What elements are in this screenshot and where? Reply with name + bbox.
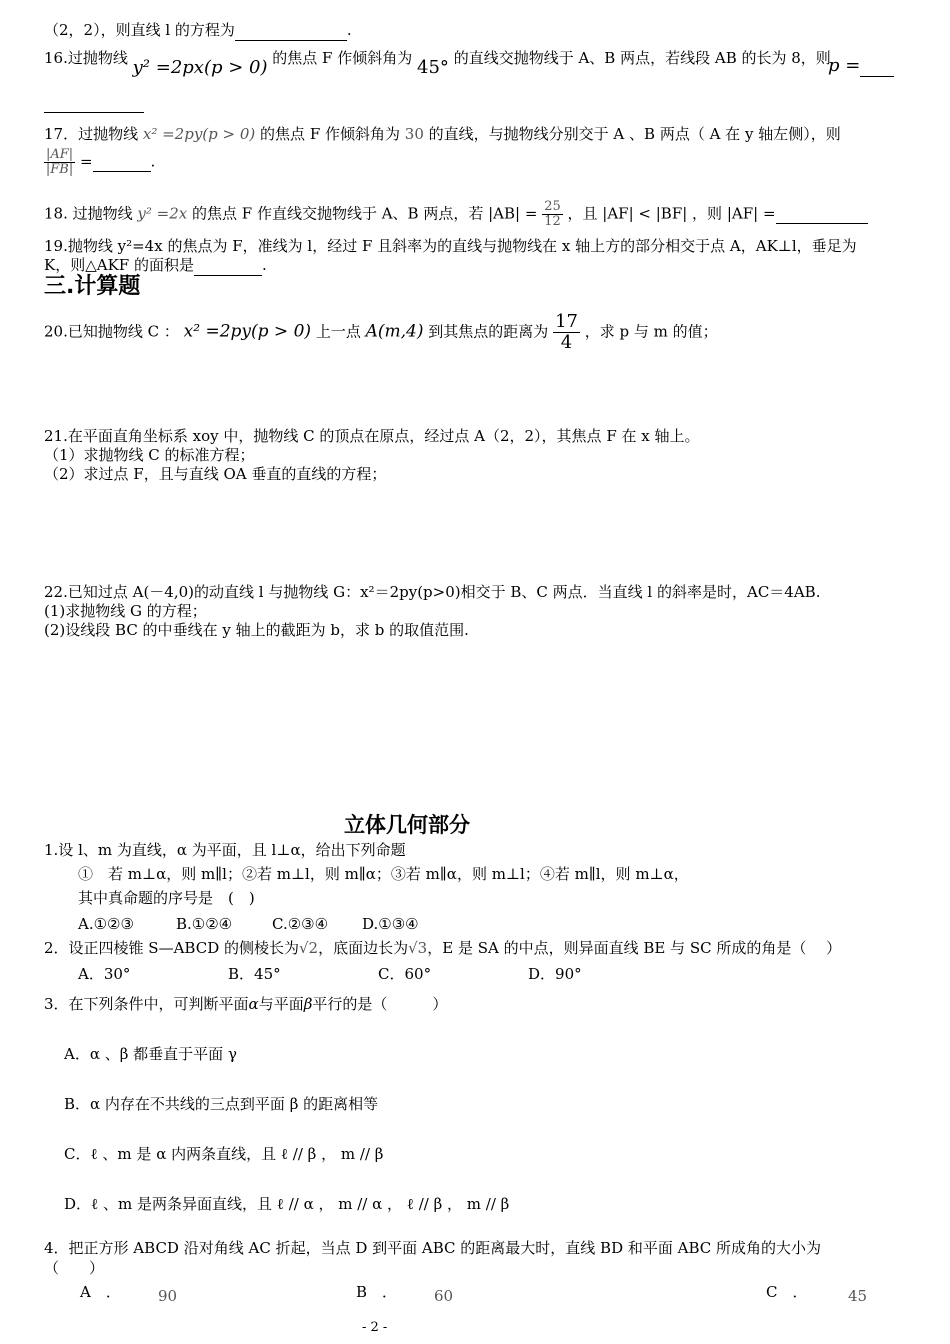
geometry-q3-option-a: A．α 、β 都垂直于平面 γ	[64, 1045, 237, 1063]
fraction-25-12: $\frac{25}{12}$	[544, 199, 561, 229]
geometry-q4-value-b: 60	[434, 1287, 454, 1305]
question-21: 21.在平面直角坐标系 xoy 中，抛物线 C 的顶点在原点，经过点 A（2，2），其焦点 F 在 x 轴上。	[44, 427, 700, 445]
question-19: 19.抛物线 y²=4x 的焦点为 F，准线为 l，经过 F 且斜率为的直线与抛物线在 x 轴上方的部分相交于点 A，AK⊥l，垂足为	[44, 237, 857, 255]
question-22-part2: (2)设线段 BC 的中垂线在 y 轴上的截距为 b，求 b 的取值范围.	[44, 621, 469, 639]
fraction-17-4: $\frac{17}{4}$	[555, 311, 578, 353]
geometry-q4-option-b: B ．	[356, 1283, 398, 1301]
question-21-part2: （2）求过点 F，且与直线 OA 垂直的直线的方程；	[44, 465, 387, 483]
geometry-q1-prompt: 其中真命题的序号是 ( )	[78, 889, 255, 907]
geometry-q4-answer-paren: （ ）	[44, 1259, 105, 1277]
geometry-q3: 3．在下列条件中，可判断平面α与平面β平行的是（ ）	[44, 995, 448, 1013]
geometry-q4-option-a: A ．	[80, 1283, 121, 1301]
q16-p: p =	[828, 56, 894, 77]
question-22-part1: (1)求抛物线 G 的方程；	[44, 602, 207, 620]
geometry-q3-option-d: D．ℓ 、m 是两条异面直线，且 ℓ // α ， m // α ， ℓ // β ， m // β	[64, 1195, 510, 1213]
question-20: 20.已知抛物线 C ： x² =2py(p > 0) 上一点 A(m,4) 到其焦点的距离为 $\frac{17}{4}$ ，求 p 与 m 的值；	[44, 311, 718, 353]
geometry-q4-option-c: C ．	[766, 1283, 808, 1301]
geometry-q4-value-c: 45	[848, 1287, 868, 1305]
geometry-q2: 2．设正四棱锥 S—ABCD 的侧棱长为√2，底面边长为√3，E 是 SA 的中点，则异面直线 BE 与 SC 所成的角是（ ）	[44, 939, 842, 957]
q15-tail: （2，2），则直线 l 的方程为 .	[44, 21, 352, 39]
question-22: 22.已知过点 A(－4,0)的动直线 l 与抛物线 G：x²＝2py(p>0)相交于 B、C 两点．当直线 l 的斜率是时，AC＝4AB.	[44, 583, 821, 601]
question-19-line2: K，则△AKF 的面积是 .	[44, 256, 267, 274]
page-number: - 2 -	[362, 1320, 388, 1335]
geometry-q4: 4．把正方形 ABCD 沿对角线 AC 折起，当点 D 到平面 ABC 的距离最大时，直线 BD 和平面 ABC 所成角的大小为	[44, 1239, 822, 1257]
question-17: 17．过抛物线 x² =2py(p > 0) 的焦点 F 作倾斜角为 30 的直线，与抛物线分别交于 A 、B 两点（ A 在 y 轴左侧），则	[44, 125, 841, 143]
geometry-q1-propositions: ① 若 m⊥α，则 m∥l；②若 m⊥l，则 m∥α；③若 m∥α，则 m⊥l；④若 m∥l，则 m⊥α，	[78, 865, 689, 883]
geometry-q1: 1.设 l、m 为直线，α 为平面，且 l⊥α，给出下列命题	[44, 841, 406, 859]
answer-blank	[235, 20, 347, 41]
q17-fraction-line: $\frac{|AF|}{|FB|}$ = .	[45, 147, 156, 177]
geometry-q4-value-a: 90	[158, 1287, 178, 1305]
question-21-part1: （1）求抛物线 C 的标准方程；	[44, 446, 255, 464]
section-heading-solid-geometry: 立体几何部分	[344, 813, 470, 837]
geometry-q2-options: A．30° B．45° C．60° D．90°	[78, 965, 582, 983]
q16-blank-continued	[44, 92, 144, 113]
question-18: 18. 过抛物线 y² =2x 的焦点 F 作直线交抛物线于 A、B 两点，若 |AB| = $\frac{25}{12}$ ，且 |AF| < |BF| ，则 |AF| =	[44, 200, 868, 229]
section-heading-calculation: 三.计算题	[44, 274, 141, 299]
geometry-q3-option-b: B．α 内存在不共线的三点到平面 β 的距离相等	[64, 1095, 379, 1113]
geometry-q3-option-c: C．ℓ 、m 是 α 内两条直线，且 ℓ // β ， m // β	[64, 1145, 384, 1163]
geometry-q1-options: A.①②③ B.①②④ C.②③④ D.①③④	[78, 915, 419, 933]
fraction-af-fb: $\frac{|AF|}{|FB|}$	[45, 147, 74, 177]
question-16: 16.过抛物线 y² =2px(p > 0) 的焦点 F 作倾斜角为 45° 的直线交抛物线于 A、B 两点，若线段 AB 的长为 8，则	[44, 49, 831, 78]
